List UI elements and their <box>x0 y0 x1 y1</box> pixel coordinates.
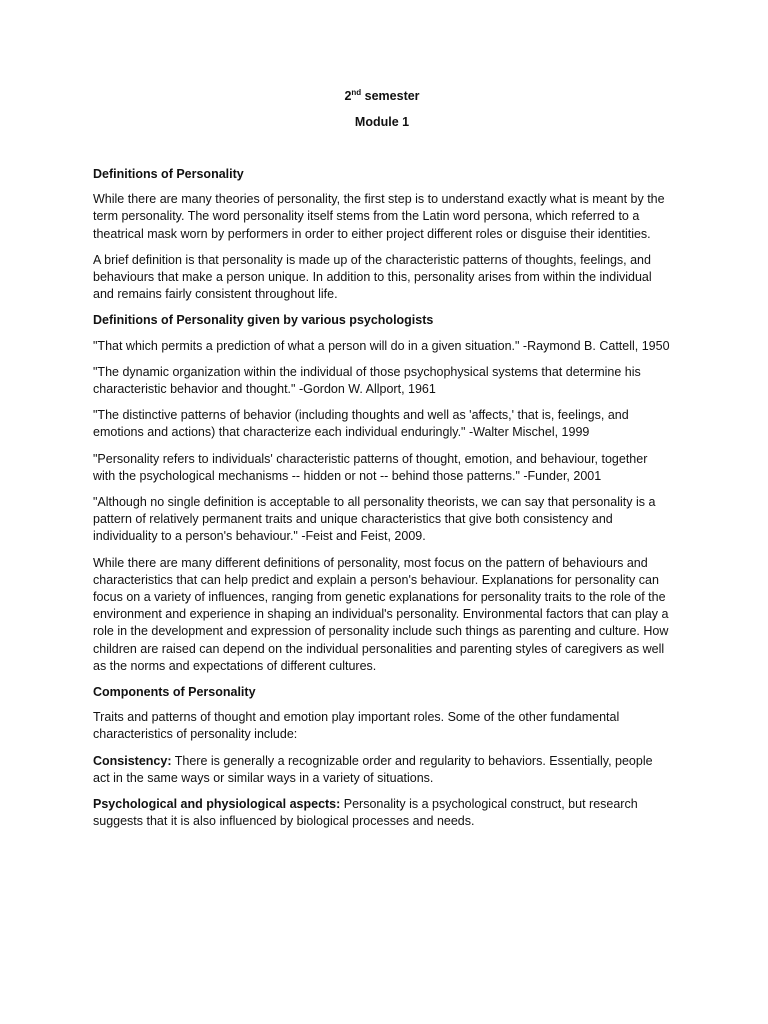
summary-paragraph: While there are many different definitions of personality, most focus on the pattern of behaviours and characteristics that can help predict and explain a person's behaviour. Explanations for personality can focus on a variety of influences, ranging from genetic explanations for personality traits to the role of the environment and experience in shaping an individual's personality. Environmental factors that can play a role in the development and expression of personality include such things as parenting and culture. How children are raised can depend on the individual personalities and parenting styles of caregivers as well as the norms and expectations of different cultures. <box>93 555 669 673</box>
intro-paragraph-2: A brief definition is that personality is made up of the characteristic patterns of thoughts, feelings, and behaviours that make a person unique. In addition to this, personality arises from within the individual and remains fairly consistent throughout life. <box>93 252 652 302</box>
semester-number: 2 <box>344 89 352 103</box>
module-title: Module 1 <box>354 115 410 129</box>
quote-mischel: "The distinctive patterns of behavior (including thoughts and well as 'affects,' that is, feelings, and emotions and actions) that characterize each individual enduringly." -Walter Mischel, 1999 <box>93 408 629 440</box>
consistency-paragraph <box>93 753 671 787</box>
consistency-label: Consistency: <box>93 753 172 768</box>
semester-suffix: nd <box>351 87 362 97</box>
quote-funder: "Personality refers to individuals' characteristic patterns of thought, emotion, and behaviour, together with the psychological mechanisms -- hidden or not -- behind those patterns." -Funder, 2001 <box>93 451 648 483</box>
quote-allport: "The dynamic organization within the individual of those psychophysical systems that determine his characteristic behavior and thought." -Gordon W. Allport, 1961 <box>93 364 641 397</box>
document-page <box>93 88 671 840</box>
intro-paragraph-1: While there are many theories of personality, the first step is to understand exactly what is meant by the term personality. The word personality itself stems from the Latin word persona, which referred to a theatrical mask worn by performers in order to either project different roles or disguise their identities. <box>93 192 665 241</box>
quote-cattell: "That which permits a prediction of what a person will do in a given situation." -Raymond B. Cattell, 1950 <box>93 338 670 353</box>
psych-text: Personality is a psychological construct, but research suggests that it is also influenced by biological processes and needs. <box>93 797 638 829</box>
components-heading: Components of Personality <box>93 685 256 700</box>
psych-label: Psychological and physiological aspects: <box>93 797 341 812</box>
definitions-heading: Definitions of Personality <box>93 167 244 181</box>
consistency-text: There is generally a recognizable order and regularity to behaviors. Essentially, people act in the same ways or similar ways in a variety of situations. <box>93 753 653 785</box>
semester-word: semester <box>361 89 420 103</box>
psychologists-heading: Definitions of Personality given by various psychologists <box>93 313 434 328</box>
quote-feist: "Although no single definition is acceptable to all personality theorists, we can say that personality is a pattern of relatively permanent traits and unique characteristics that give both consistency and individuality to a person's behaviour." -Feist and Feist, 2009. <box>93 495 656 544</box>
psych-paragraph <box>93 796 671 830</box>
semester-title <box>93 88 671 105</box>
components-intro: Traits and patterns of thought and emotion play important roles. Some of the other fundamental characteristics of personality include: <box>93 710 620 742</box>
